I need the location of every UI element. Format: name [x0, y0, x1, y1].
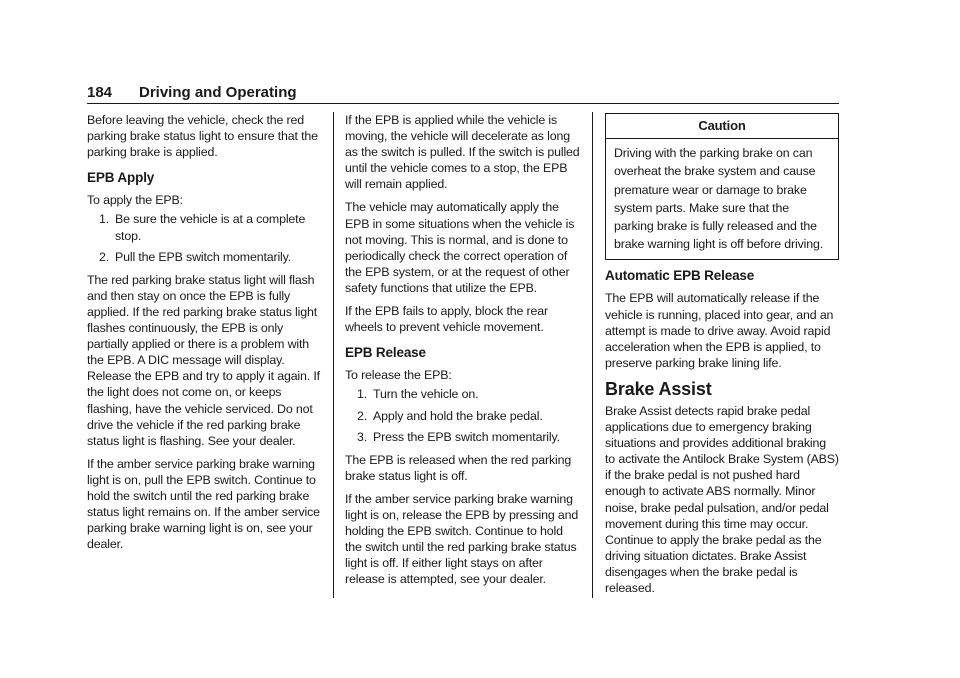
step-number: 2.: [356, 408, 367, 423]
heading-brake-assist: Brake Assist: [605, 378, 712, 399]
paragraph: Before leaving the vehicle, check the red parking brake status light to ensure that the parking brake is applied.: [87, 113, 318, 160]
step-text: Turn the vehicle on.: [373, 387, 479, 402]
apply-steps-list: [87, 211, 322, 264]
list-item: [87, 249, 322, 265]
section-title: Driving and Operating: [139, 84, 297, 101]
list-intro: To apply the EPB:: [87, 193, 183, 208]
step-text: Pull the EPB switch momentarily.: [115, 249, 292, 264]
page-header: [87, 84, 839, 102]
list-item: [345, 429, 580, 445]
step-number: 1.: [98, 212, 109, 227]
column-divider: [333, 112, 334, 598]
heading-epb-apply: EPB Apply: [87, 170, 155, 186]
list-intro: To release the EPB:: [345, 368, 452, 383]
column-divider: [592, 112, 593, 598]
caution-title: Caution: [606, 114, 838, 139]
step-number: 1.: [356, 387, 367, 402]
header-rule: [87, 103, 839, 104]
paragraph: The EPB is released when the red parking brake status light is off.: [345, 452, 572, 483]
paragraph: The vehicle may automatically apply the EPB in some situations when the vehicle is not moving. This is normal, and is done to periodically check the correct operation of the EPB system, or at the request of other safety functions that utilize the EPB.: [345, 200, 575, 295]
release-steps-list: [345, 386, 580, 444]
step-text: Apply and hold the brake pedal.: [373, 408, 543, 423]
list-item: [345, 408, 580, 424]
paragraph: The EPB will automatically release if the vehicle is running, placed into gear, and an attempt is made to drive away. Avoid rapid acceleration when the EPB is applied, to preserve parking brake lining life.: [605, 291, 834, 370]
list-item: [345, 386, 580, 402]
heading-epb-release: EPB Release: [345, 345, 426, 361]
caution-body: Driving with the parking brake on can overheat the brake system and cause premature wear or damage to brake system parts. Make sure that the parking brake is fully released and the brake warning light is off before driving.: [614, 146, 824, 252]
paragraph: The red parking brake status light will flash and then stay on once the EPB is fully applied. If the red parking brake status light flashes continuously, the EPB is only partially applied or there is a problem with the EPB. A DIC message will display. Release the EPB and try to apply it again. If the light does not come on, or keeps flashing, have the vehicle serviced. Do not drive the vehicle if the red parking brake status light is flashing. See your dealer.: [87, 272, 320, 448]
paragraph: If the EPB fails to apply, block the rear wheels to prevent vehicle movement.: [345, 304, 548, 335]
paragraph: If the amber service parking brake warning light is on, pull the EPB switch. Continue to hold the switch until the red parking brake status light remains on. If the amber service parking brake warning light is on, see your dealer.: [87, 456, 320, 552]
step-number: 2.: [98, 249, 109, 264]
column-3: [605, 112, 839, 603]
step-text: Press the EPB switch momentarily.: [373, 429, 560, 444]
list-item: [87, 211, 322, 243]
step-number: 3.: [356, 429, 367, 444]
caution-box: [605, 113, 839, 260]
paragraph: If the amber service parking brake warning light is on, release the EPB by pressing and holding the EPB switch. Continue to hold the switch until the red parking brake status light is off. If either light stays on after release is attempted, see your dealer.: [345, 491, 579, 587]
column-2: [345, 112, 580, 594]
heading-automatic-epb-release: Automatic EPB Release: [605, 268, 755, 284]
paragraph: If the EPB is applied while the vehicle is moving, the vehicle will decelerate as long as the switch is pulled. If the switch is pulled until the vehicle comes to a stop, the EPB will remain applied.: [345, 113, 580, 192]
column-1: [87, 112, 322, 559]
page-number: 184: [87, 84, 113, 101]
paragraph: Brake Assist detects rapid brake pedal applications due to emergency braking situations and provides additional braking to activate the Antilock Brake System (ABS) if the brake pedal is not pushed hard enough to activate ABS normally. Minor noise, brake pedal pulsation, and/or pedal movement during this time may occur. Continue to apply the brake pedal as the driving situation dictates. Brake Assist disengages when the brake pedal is released.: [605, 403, 839, 595]
step-text: Be sure the vehicle is at a complete stop.: [115, 212, 306, 243]
